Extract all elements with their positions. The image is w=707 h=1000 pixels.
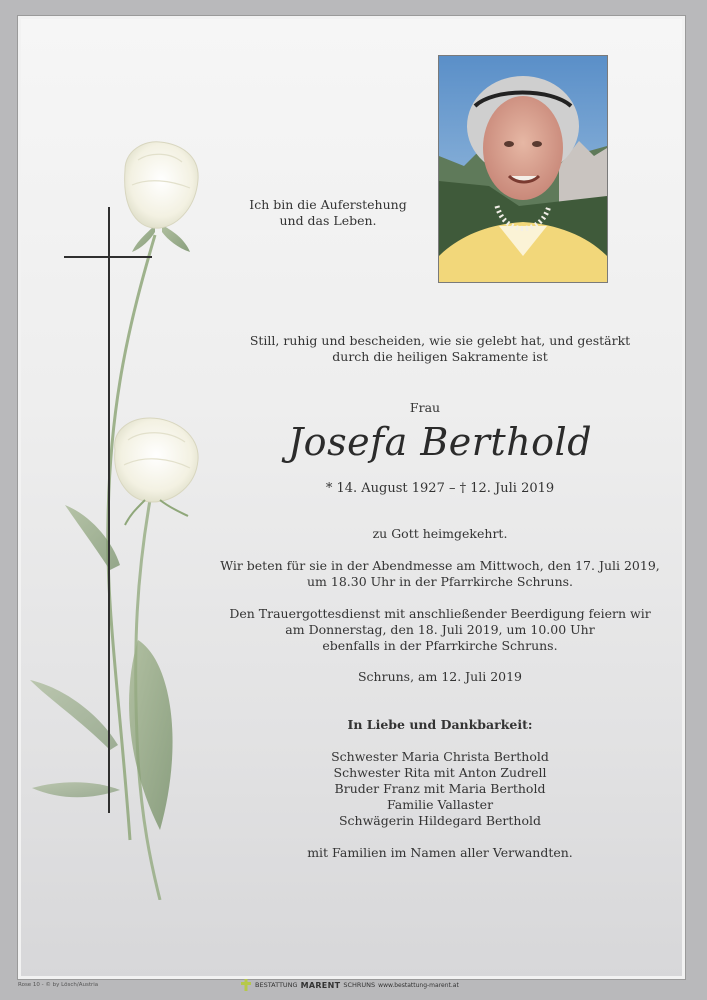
life-dates: * 14. August 1927 – † 12. Juli 2019 (325, 481, 555, 496)
cross-horizontal-bar (64, 256, 152, 258)
intro-line-2: durch die heiligen Sakramente ist (332, 349, 548, 364)
intro-text (230, 333, 650, 365)
mass-line-2: um 18.30 Uhr in der Pfarrkirche Schruns. (306, 574, 574, 589)
funeral-line-3: ebenfalls in der Pfarrkirche Schruns. (322, 638, 558, 653)
brand-place: SCHRUNS (343, 981, 376, 989)
deceased-name: Josefa Berthold (287, 420, 593, 464)
cross-logo-icon (240, 979, 252, 991)
brand-name: MARENT (300, 980, 341, 990)
motto (238, 197, 418, 229)
middle-rose (115, 418, 198, 502)
mourner-name: Bruder Franz mit Maria Berthold (334, 781, 546, 796)
white-rose-illustration (20, 140, 220, 900)
mourner-name: Schwester Rita mit Anton Zudrell (333, 765, 547, 780)
place-and-date: Schruns, am 12. Juli 2019 (357, 669, 523, 684)
salutation: Frau (409, 400, 441, 415)
mourner-name: Schwester Maria Christa Berthold (331, 749, 549, 764)
funeral-line-2: am Donnerstag, den 18. Juli 2019, um 10.00 Uhr (285, 622, 595, 637)
motto-line-1: Ich bin die Auferstehung (249, 197, 407, 212)
mass-line-1: Wir beten für sie in der Abendmesse am Mittwoch, den 17. Juli 2019, (220, 558, 660, 573)
relatives-closing: mit Familien im Namen aller Verwandten. (307, 845, 573, 860)
funeral-home-footer (240, 978, 459, 992)
motto-line-2: und das Leben. (279, 213, 377, 228)
intro-line-1: Still, ruhig und bescheiden, wie sie gelebt hat, und gestärkt (249, 333, 631, 348)
mourners-heading: In Liebe und Dankbarkeit: (347, 717, 533, 732)
evening-mass-text (220, 558, 660, 590)
brand-prefix: BESTATTUNG (255, 981, 298, 989)
funeral-line-1: Den Trauergottesdienst mit anschließender Beerdigung feiern wir (229, 606, 651, 621)
image-credit: Rose 10 - © by Lösch/Austria (18, 982, 99, 988)
top-rose (125, 142, 199, 228)
mourner-name: Schwägerin Hildegard Berthold (338, 813, 542, 828)
funeral-service-text (220, 606, 660, 654)
portrait-photo (438, 55, 608, 283)
mourners-list (230, 749, 650, 829)
cross-vertical-bar (108, 207, 110, 813)
mourner-name: Familie Vallaster (386, 797, 494, 812)
website-link[interactable]: www.bestattung-marent.at (378, 981, 459, 989)
homecoming-text: zu Gott heimgekehrt. (372, 526, 508, 541)
